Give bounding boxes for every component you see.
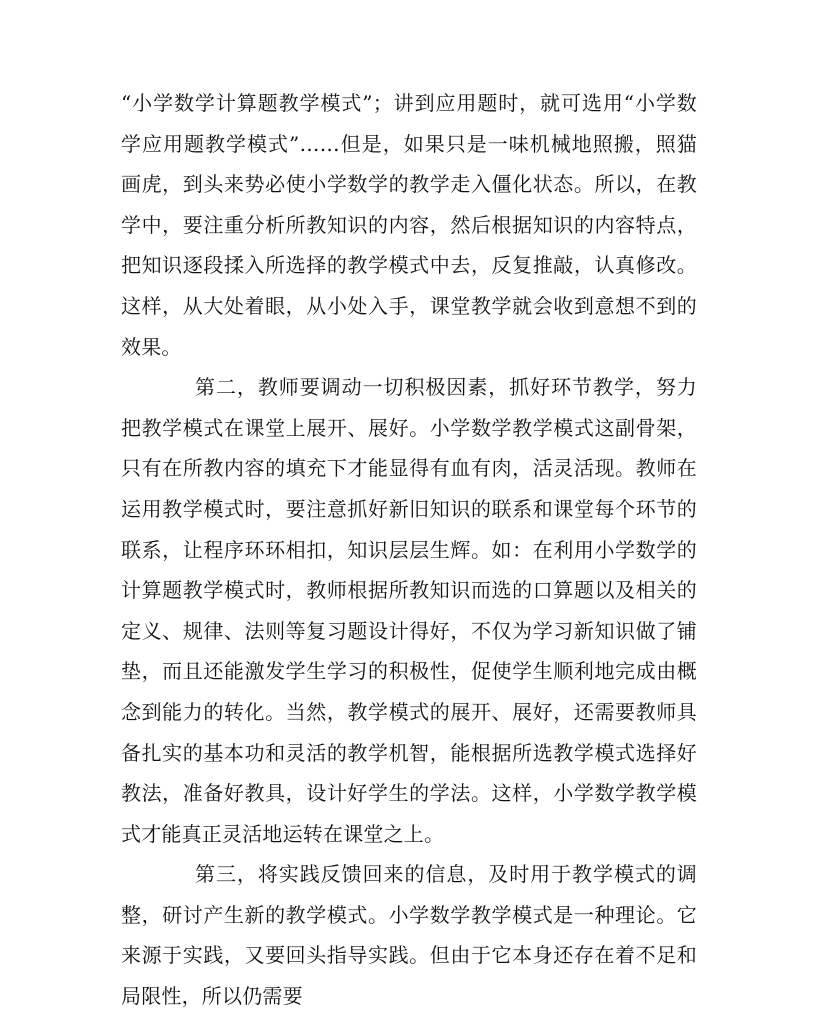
paragraph-continuation: “小学数学计算题教学模式”；讲到应用题时，就可选用“小学数学应用题教学模式”……但是，如果只是一味机械地照搬，照猫画虎，到头来势必使小学数学的教学走入僵化状态。所以，在教学中，要注重分析所教知识的内容，然后根据知识的内容特点，把知识逐段揉入所选择的教学模式中去，反复推敲，认真修改。这样，从大处着眼，从小处入手，课堂教学就会收到意想不到的效果。 — [121, 91, 697, 359]
paragraph-second-point: 第二，教师要调动一切积极因素，抓好环节教学，努力把教学模式在课堂上展开、展好。小学数学教学模式这副骨架，只有在所教内容的填充下才能显得有血有肉，活灵活现。教师在运用教学模式时，要注意抓好新旧知识的联系和课堂每个环节的联系，让程序环环相扣，知识层层生辉。如：在利用小学数学的计算题教学模式时，教师根据所教知识而选的口算题以及相关的定义、规律、法则等复习题设计得好，不仅为学习新知识做了铺垫，而且还能激发学生学习的积极性，促使学生顺利地完成由概念到能力的转化。当然，教学模式的展开、展好，还需要教师具备扎实的基本功和灵活的教学机智，能根据所选教学模式选择好教法，准备好教具，设计好学生的学法。这样，小学数学教学模式才能真正灵活地运转在课堂之上。 — [121, 375, 697, 846]
document-body — [121, 83, 697, 1017]
paragraph-third-point: 第三，将实践反馈回来的信息，及时用于教学模式的调整，研讨产生新的教学模式。小学数学教学模式是一种理论。它来源于实践，又要回头指导实践。但由于它本身还存在着不足和局限性，所以仍需要 — [121, 862, 697, 1009]
